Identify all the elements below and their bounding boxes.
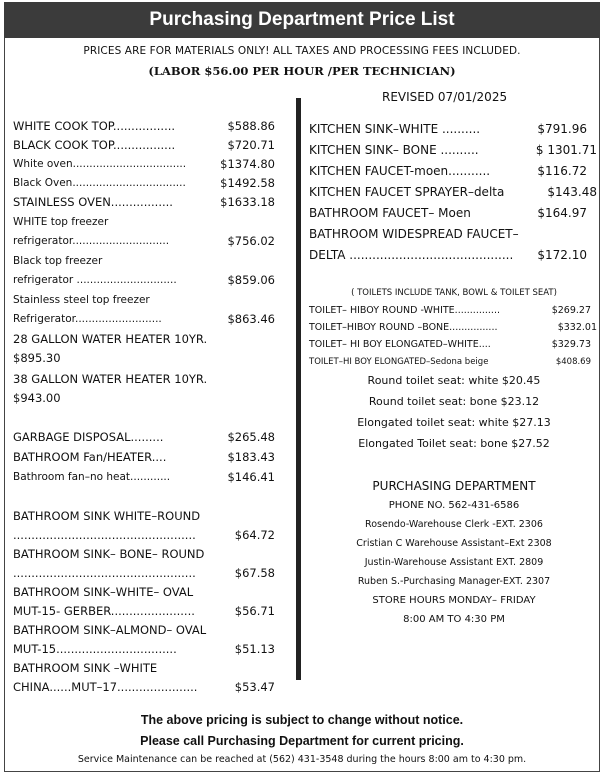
price-row [13, 602, 275, 620]
price-row [13, 174, 275, 192]
price-row [13, 640, 275, 658]
materials-notice: PRICES ARE FOR MATERIALS ONLY! ALL TAXES AND PROCESSING FEES INCLUDED. [83, 45, 521, 57]
price-row [309, 225, 599, 243]
price-row [309, 204, 599, 222]
item-price: $146.41 [227, 470, 275, 484]
price-row [309, 120, 599, 138]
price-row [13, 271, 275, 289]
item-label: GARBAGE DISPOSAL......... [13, 430, 164, 444]
dept-title: PURCHASING DEPARTMENT [372, 479, 536, 493]
price-row [13, 659, 275, 677]
item-label: Bathroom fan–no heat............ [13, 471, 171, 483]
price-row [13, 370, 275, 388]
item-price: $863.46 [227, 312, 275, 326]
item-label: BATHROOM Fan/HEATER.... [13, 450, 167, 464]
item-label: CHINA......MUT–17...................... [13, 680, 198, 694]
item-label: TOILET– HI BOY ELONGATED–WHITE.... [309, 339, 491, 350]
labor-rate: (LABOR $56.00 PER HOUR /PER TECHNICIAN) [148, 64, 456, 78]
price-row [309, 304, 599, 318]
price-row [13, 330, 275, 348]
item-price: $329.73 [551, 339, 591, 350]
service-maintenance-note: Service Maintenance can be reached at (562) 431-3548 during the hours 8:00 am to 4:30 pm. [77, 754, 527, 765]
item-price: $1374.80 [220, 157, 275, 171]
pricing-disclaimer: The above pricing is subject to change without notice. [140, 713, 464, 727]
item-label: STAINLESS OVEN................. [13, 195, 173, 209]
revised-date: REVISED 07/01/2025 [382, 90, 508, 104]
price-row [13, 349, 275, 367]
item-label: refrigerator .............................. [13, 274, 177, 286]
price-row [13, 389, 275, 407]
price-row [13, 428, 275, 446]
price-row [309, 246, 599, 264]
item-price: $143.48 [547, 185, 597, 199]
price-row [13, 136, 275, 154]
item-price: $64.72 [234, 528, 275, 542]
item-price: $1633.18 [220, 195, 275, 209]
item-label: BATHROOM FAUCET– Moen [309, 206, 471, 220]
item-label: Black top freezer [13, 255, 103, 267]
contact-line: Rosendo-Warehouse Clerk -EXT. 2306 [365, 519, 543, 530]
price-row [13, 545, 275, 563]
item-label: Refrigerator.......................... [13, 313, 162, 325]
item-label: TOILET–HIBOY ROUND –BONE................ [309, 322, 498, 333]
item-price: $332.01 [557, 322, 597, 333]
item-label: MUT-15- GERBER....................... [13, 604, 195, 618]
item-label: .................................................. [13, 528, 196, 542]
item-label: KITCHEN SINK– BONE .......... [309, 143, 479, 157]
item-label: .................................................. [13, 566, 196, 580]
item-label: KITCHEN FAUCET-moen........... [309, 164, 491, 178]
item-price: $1492.58 [220, 176, 275, 190]
store-hours-label: STORE HOURS MONDAY– FRIDAY [372, 595, 536, 606]
item-label: WHITE top freezer [13, 216, 109, 228]
seat-price: Elongated Toilet seat: bone $27.52 [358, 437, 550, 450]
item-label: BLACK COOK TOP................. [13, 138, 176, 152]
price-row [13, 193, 275, 211]
toilet-note: ( TOILETS INCLUDE TANK, BOWL & TOILET SEAT) [351, 288, 557, 298]
item-price: $183.43 [227, 450, 275, 464]
item-price: $67.58 [234, 566, 275, 580]
item-label: BATHROOM SINK WHITE–ROUND [13, 509, 201, 523]
item-price: $756.02 [227, 234, 275, 248]
price-row [13, 583, 275, 601]
item-price: $56.71 [234, 604, 275, 618]
price-row [309, 183, 599, 201]
price-row [309, 338, 599, 352]
item-price: $408.69 [555, 357, 591, 367]
item-label: BATHROOM WIDESPREAD FAUCET– [309, 227, 519, 241]
store-hours: 8:00 AM TO 4:30 PM [403, 614, 505, 625]
price-row [13, 564, 275, 582]
price-row [13, 213, 275, 231]
contact-line: Ruben S.-Purchasing Manager-EXT. 2307 [357, 576, 551, 587]
item-label: Stainless steel top freezer [13, 294, 150, 306]
item-label: refrigerator............................. [13, 235, 170, 247]
item-label: TOILET–HI BOY ELONGATED–Sedona beige [309, 357, 489, 367]
item-price: $859.06 [227, 273, 275, 287]
price-row [13, 117, 275, 135]
item-label: BATHROOM SINK– BONE– ROUND [13, 547, 205, 561]
item-label: BATHROOM SINK–ALMOND– OVAL [13, 623, 207, 637]
price-row [13, 468, 275, 486]
item-label: DELTA ........................................... [309, 248, 514, 262]
pricing-contact: Please call Purchasing Department for current pricing. [140, 734, 464, 748]
item-price: $51.13 [234, 642, 275, 656]
item-price: $116.72 [537, 164, 587, 178]
seat-price: Round toilet seat: white $20.45 [367, 374, 541, 387]
price-row [13, 252, 275, 270]
item-price: $943.00 [13, 391, 61, 405]
item-price: $588.86 [227, 119, 275, 133]
seat-price: Round toilet seat: bone $23.12 [368, 395, 540, 408]
item-price: $164.97 [537, 206, 587, 220]
item-price: $ 1301.71 [535, 143, 597, 157]
item-price: $269.27 [551, 305, 591, 316]
item-label: Black Oven.................................. [13, 177, 186, 189]
item-label: MUT-15................................. [13, 642, 177, 656]
contact-line: Cristian C Warehouse Assistant–Ext 2308 [356, 538, 552, 549]
item-label: BATHROOM SINK –WHITE [13, 661, 158, 675]
item-label: TOILET– HIBOY ROUND -WHITE............... [309, 305, 500, 316]
column-divider [296, 98, 301, 680]
item-price: $791.96 [537, 122, 587, 136]
price-row [13, 291, 275, 309]
page-title: Purchasing Department Price List [4, 2, 600, 38]
item-label: WHITE COOK TOP................. [13, 119, 176, 133]
item-label: White oven.................................. [13, 158, 187, 170]
item-label: BATHROOM SINK–WHITE– OVAL [13, 585, 194, 599]
price-row [13, 155, 275, 173]
price-row [309, 355, 599, 369]
item-price: $265.48 [227, 430, 275, 444]
price-row [13, 621, 275, 639]
item-price: $53.47 [234, 680, 275, 694]
item-label: 38 GALLON WATER HEATER 10YR. [13, 372, 208, 386]
item-label: 28 GALLON WATER HEATER 10YR. [13, 332, 208, 346]
price-row [309, 162, 599, 180]
seat-price: Elongated toilet seat: white $27.13 [357, 416, 551, 429]
price-row [13, 310, 275, 328]
dept-phone: PHONE NO. 562-431-6586 [388, 500, 520, 511]
item-label: KITCHEN FAUCET SPRAYER–delta [309, 185, 505, 199]
price-row [13, 678, 275, 696]
price-row [13, 232, 275, 250]
price-row [13, 448, 275, 466]
item-price: $895.30 [13, 351, 61, 365]
item-price: $720.71 [227, 138, 275, 152]
price-row [309, 141, 599, 159]
price-row [13, 507, 275, 525]
price-row [309, 321, 599, 335]
item-label: KITCHEN SINK–WHITE .......... [309, 122, 481, 136]
price-row [13, 526, 275, 544]
item-price: $172.10 [537, 248, 587, 262]
contact-line: Justin-Warehouse Assistant EXT. 2809 [364, 557, 544, 568]
